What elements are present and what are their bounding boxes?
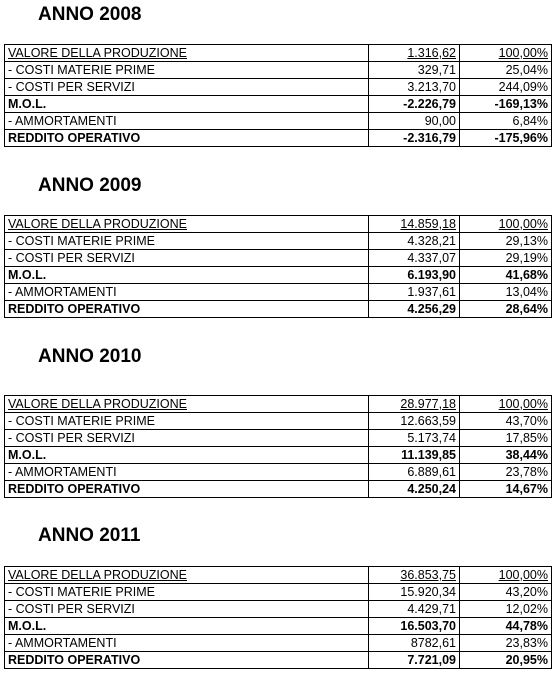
row-percent: 13,04% — [460, 284, 552, 301]
row-label: - COSTI PER SERVIZI — [5, 79, 369, 96]
year-title: ANNO 2010 — [38, 346, 142, 367]
row-percent: 17,85% — [460, 430, 552, 447]
row-value: 329,71 — [369, 62, 460, 79]
row-percent: 12,02% — [460, 601, 552, 618]
row-value: 5.173,74 — [369, 430, 460, 447]
row-value: 8782,61 — [369, 635, 460, 652]
year-title: ANNO 2008 — [38, 4, 142, 25]
row-label: M.O.L. — [5, 96, 369, 113]
table-row — [5, 250, 552, 267]
row-value: 7.721,09 — [369, 652, 460, 669]
row-value: 15.920,34 — [369, 584, 460, 601]
row-label: VALORE DELLA PRODUZIONE — [5, 567, 369, 584]
table-row — [5, 413, 552, 430]
row-label: M.O.L. — [5, 618, 369, 635]
row-percent: 20,95% — [460, 652, 552, 669]
row-label: - COSTI MATERIE PRIME — [5, 413, 369, 430]
row-label: REDDITO OPERATIVO — [5, 481, 369, 498]
row-label: VALORE DELLA PRODUZIONE — [5, 396, 369, 413]
row-value: 4.328,21 — [369, 233, 460, 250]
row-value: 14.859,18 — [369, 216, 460, 233]
row-percent: 23,83% — [460, 635, 552, 652]
table-row — [5, 652, 552, 669]
row-percent: 100,00% — [460, 216, 552, 233]
table-row — [5, 45, 552, 62]
row-value: -2.226,79 — [369, 96, 460, 113]
row-value: 36.853,75 — [369, 567, 460, 584]
table-row — [5, 601, 552, 618]
row-percent: 41,68% — [460, 267, 552, 284]
row-percent: 29,13% — [460, 233, 552, 250]
table-row — [5, 447, 552, 464]
row-value: 4.256,29 — [369, 301, 460, 318]
row-value: 4.250,24 — [369, 481, 460, 498]
row-percent: 43,70% — [460, 413, 552, 430]
row-label: - AMMORTAMENTI — [5, 284, 369, 301]
table-row — [5, 233, 552, 250]
table-row — [5, 284, 552, 301]
year-title: ANNO 2009 — [38, 175, 142, 196]
row-percent: 44,78% — [460, 618, 552, 635]
row-label: REDDITO OPERATIVO — [5, 652, 369, 669]
row-value: 90,00 — [369, 113, 460, 130]
row-value: 6.889,61 — [369, 464, 460, 481]
row-percent: -169,13% — [460, 96, 552, 113]
row-label: VALORE DELLA PRODUZIONE — [5, 216, 369, 233]
row-value: 4.429,71 — [369, 601, 460, 618]
row-label: M.O.L. — [5, 267, 369, 284]
table-row — [5, 635, 552, 652]
financial-table — [4, 395, 552, 498]
row-percent: 100,00% — [460, 567, 552, 584]
table-row — [5, 130, 552, 147]
row-value: 12.663,59 — [369, 413, 460, 430]
financial-table — [4, 215, 552, 318]
row-percent: 25,04% — [460, 62, 552, 79]
financial-table — [4, 44, 552, 147]
row-label: - AMMORTAMENTI — [5, 464, 369, 481]
row-label: - COSTI MATERIE PRIME — [5, 584, 369, 601]
row-percent: 100,00% — [460, 45, 552, 62]
row-value: 16.503,70 — [369, 618, 460, 635]
row-percent: 43,20% — [460, 584, 552, 601]
table-row — [5, 396, 552, 413]
row-label: - COSTI MATERIE PRIME — [5, 233, 369, 250]
table-row — [5, 464, 552, 481]
table-row — [5, 216, 552, 233]
row-value: 1.316,62 — [369, 45, 460, 62]
row-label: VALORE DELLA PRODUZIONE — [5, 45, 369, 62]
row-label: - AMMORTAMENTI — [5, 635, 369, 652]
row-percent: 23,78% — [460, 464, 552, 481]
row-percent: 100,00% — [460, 396, 552, 413]
table-row — [5, 79, 552, 96]
row-label: - COSTI MATERIE PRIME — [5, 62, 369, 79]
row-value: 6.193,90 — [369, 267, 460, 284]
row-label: REDDITO OPERATIVO — [5, 301, 369, 318]
table-row — [5, 618, 552, 635]
row-percent: 244,09% — [460, 79, 552, 96]
row-value: 28.977,18 — [369, 396, 460, 413]
row-value: 11.139,85 — [369, 447, 460, 464]
row-value: 1.937,61 — [369, 284, 460, 301]
row-value: 4.337,07 — [369, 250, 460, 267]
table-row — [5, 113, 552, 130]
row-percent: -175,96% — [460, 130, 552, 147]
row-percent: 38,44% — [460, 447, 552, 464]
row-label: - COSTI PER SERVIZI — [5, 430, 369, 447]
year-title: ANNO 2011 — [38, 525, 141, 546]
table-row — [5, 430, 552, 447]
row-label: M.O.L. — [5, 447, 369, 464]
row-percent: 28,64% — [460, 301, 552, 318]
row-percent: 29,19% — [460, 250, 552, 267]
row-label: - COSTI PER SERVIZI — [5, 601, 369, 618]
row-label: - COSTI PER SERVIZI — [5, 250, 369, 267]
table-row — [5, 96, 552, 113]
financial-table — [4, 566, 552, 669]
table-row — [5, 567, 552, 584]
table-row — [5, 267, 552, 284]
row-value: 3.213,70 — [369, 79, 460, 96]
table-row — [5, 62, 552, 79]
row-percent: 14,67% — [460, 481, 552, 498]
row-value: -2.316,79 — [369, 130, 460, 147]
row-label: REDDITO OPERATIVO — [5, 130, 369, 147]
table-row — [5, 584, 552, 601]
table-row — [5, 481, 552, 498]
table-row — [5, 301, 552, 318]
row-label: - AMMORTAMENTI — [5, 113, 369, 130]
row-percent: 6,84% — [460, 113, 552, 130]
